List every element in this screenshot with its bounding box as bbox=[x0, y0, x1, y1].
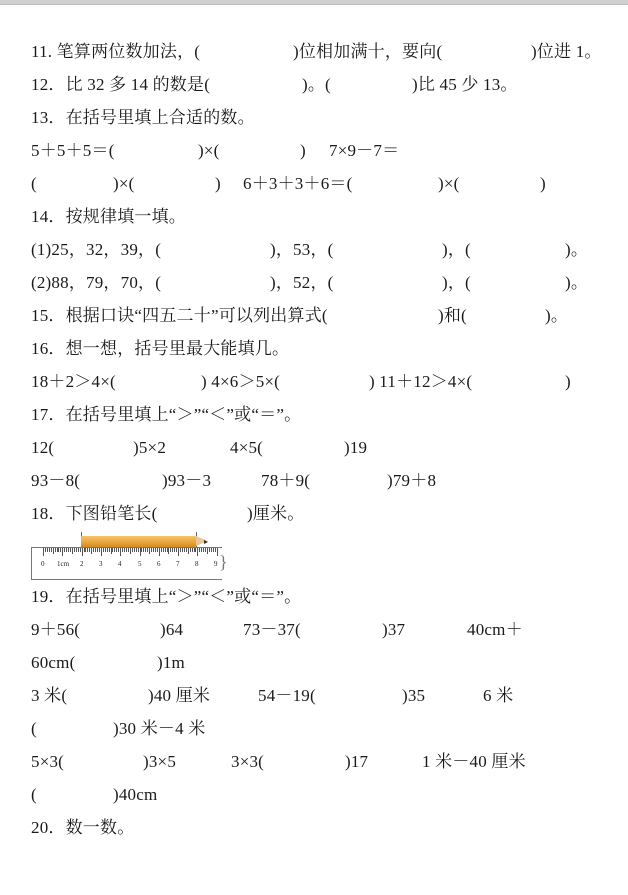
q17-r2-c: 78＋9( bbox=[261, 471, 311, 490]
q12-text-a: 12．比 32 多 14 的数是( bbox=[31, 75, 211, 94]
ruler bbox=[31, 547, 222, 580]
ruler-tick bbox=[76, 548, 77, 552]
q19-r5-b: )3×5 bbox=[143, 752, 177, 771]
ruler-tick bbox=[105, 548, 106, 552]
q17-r1-c: 4×5( bbox=[230, 438, 264, 457]
q13-r1-a: 5＋5＋5＝( bbox=[31, 141, 115, 160]
q13-r2-d: 6＋3＋3＋6＝( bbox=[243, 174, 353, 193]
ruler-tick bbox=[147, 548, 148, 552]
ruler-tick bbox=[134, 548, 135, 552]
ruler-tick bbox=[43, 548, 44, 556]
ruler-tick bbox=[112, 548, 113, 552]
q14-r1-b: )，53，( bbox=[270, 240, 334, 259]
ruler-tick bbox=[66, 548, 67, 552]
ruler-tick bbox=[182, 548, 183, 552]
pencil-icon bbox=[81, 536, 196, 547]
ruler-tick bbox=[111, 548, 112, 554]
question-17-title bbox=[31, 404, 302, 426]
q19-r6-a: ( bbox=[31, 785, 37, 804]
ruler-tick bbox=[99, 548, 100, 552]
q14-r2-d: )。 bbox=[565, 273, 589, 292]
question-15 bbox=[31, 305, 569, 327]
q14-r1-d: )。 bbox=[565, 240, 589, 259]
ruler-label-0: 0 bbox=[41, 560, 45, 568]
q12-text-c: )比 45 少 13。 bbox=[412, 75, 518, 94]
ruler-tick bbox=[87, 548, 88, 552]
ruler-tick bbox=[168, 548, 169, 554]
question-19-row3 bbox=[31, 685, 514, 707]
q14-r2-c: )，( bbox=[442, 273, 471, 292]
ruler-tick bbox=[45, 548, 46, 552]
q19-r1-e: 40cm＋ bbox=[467, 620, 523, 639]
ruler-tick bbox=[107, 548, 108, 552]
ruler-tick bbox=[178, 548, 179, 556]
question-19-row4 bbox=[31, 718, 206, 740]
ruler-tick bbox=[138, 548, 139, 552]
ruler-tick bbox=[143, 548, 144, 552]
q19-r1-a: 9＋56( bbox=[31, 620, 81, 639]
q19-r5-a: 5×3( bbox=[31, 752, 65, 771]
question-13-row2 bbox=[31, 173, 546, 195]
ruler-tick bbox=[109, 548, 110, 552]
ruler-label-4: 4 bbox=[118, 560, 122, 568]
ruler-tick bbox=[49, 548, 50, 552]
ruler-tick bbox=[72, 548, 73, 554]
ruler-label-7: 7 bbox=[176, 560, 180, 568]
ruler-tick bbox=[213, 548, 214, 552]
q17-title: 17．在括号里填上“＞”“＜”或“＝”。 bbox=[31, 405, 302, 424]
ruler-tick bbox=[190, 548, 191, 552]
ruler-tick bbox=[57, 548, 58, 552]
ruler-tick bbox=[53, 548, 54, 554]
q19-r2-b: )1m bbox=[157, 653, 185, 672]
question-16-title bbox=[31, 338, 290, 360]
q19-r4-a: ( bbox=[31, 719, 37, 738]
ruler-tick bbox=[159, 548, 160, 556]
ruler-tick bbox=[209, 548, 210, 552]
q19-r3-d: )35 bbox=[402, 686, 426, 705]
ruler-tick bbox=[62, 548, 63, 556]
ruler-tick bbox=[199, 548, 200, 552]
q19-title: 19．在括号里填上“＞”“＜”或“＝”。 bbox=[31, 587, 302, 606]
ruler-tick bbox=[153, 548, 154, 552]
ruler-tick bbox=[60, 548, 61, 552]
ruler-tick bbox=[149, 548, 150, 554]
ruler-label-9: 9 bbox=[214, 560, 218, 568]
ruler-tick bbox=[89, 548, 90, 552]
ruler-tick bbox=[205, 548, 206, 552]
ruler-tick bbox=[101, 548, 102, 556]
ruler-tick bbox=[167, 548, 168, 552]
ruler-tick bbox=[85, 548, 86, 552]
ruler-tick bbox=[217, 548, 218, 556]
ruler-tick bbox=[120, 548, 121, 556]
ruler-tick bbox=[91, 548, 92, 554]
ruler-tick bbox=[118, 548, 119, 552]
q16-r1-b: ) 4×6＞5×( bbox=[201, 372, 281, 391]
ruler-tick bbox=[68, 548, 69, 552]
question-16-row1 bbox=[31, 371, 571, 393]
ruler-tick bbox=[180, 548, 181, 552]
q11-text-b: )位相加满十，要向( bbox=[293, 42, 443, 61]
ruler-tick bbox=[130, 548, 131, 554]
ruler-broken-end: } bbox=[219, 552, 228, 572]
question-19-row6 bbox=[31, 784, 158, 806]
ruler-tick bbox=[186, 548, 187, 552]
ruler-tick bbox=[103, 548, 104, 552]
question-19-row2 bbox=[31, 652, 185, 674]
ruler-tick bbox=[70, 548, 71, 552]
q18-a: 18．下图铅笔长( bbox=[31, 504, 158, 523]
q16-r1-d: ) bbox=[565, 372, 571, 391]
ruler-tick bbox=[128, 548, 129, 552]
ruler-tick bbox=[161, 548, 162, 552]
ruler-label-6: 6 bbox=[157, 560, 161, 568]
ruler-tick bbox=[176, 548, 177, 552]
q13-r1-c: ) bbox=[300, 141, 306, 160]
question-17-row2 bbox=[31, 470, 437, 492]
question-19-title bbox=[31, 586, 302, 608]
q14-r1-a: (1)25，32，39，( bbox=[31, 240, 162, 259]
q19-r3-e: 6 米 bbox=[483, 686, 514, 705]
question-19-row5 bbox=[31, 751, 526, 773]
q13-r1-b: )×( bbox=[198, 141, 220, 160]
q17-r1-d: )19 bbox=[344, 438, 368, 457]
ruler-tick bbox=[58, 548, 59, 552]
ruler-tick bbox=[151, 548, 152, 552]
q19-r2-a: 60cm( bbox=[31, 653, 76, 672]
ruler-label-3: 3 bbox=[99, 560, 103, 568]
q15-c: )。 bbox=[545, 306, 569, 325]
ruler-pencil-figure bbox=[31, 532, 226, 580]
ruler-tick bbox=[155, 548, 156, 552]
q19-r4-b: )30 米－4 米 bbox=[113, 719, 206, 738]
q17-r2-d: )79＋8 bbox=[387, 471, 437, 490]
q16-r1-c: ) 11＋12＞4×( bbox=[369, 372, 473, 391]
q15-a: 15．根据口诀“四五二十”可以列出算式( bbox=[31, 306, 328, 325]
ruler-tick bbox=[74, 548, 75, 552]
question-17-row1 bbox=[31, 437, 368, 459]
ruler-tick bbox=[188, 548, 189, 554]
ruler-tick bbox=[55, 548, 56, 552]
q19-r5-e: 1 米－40 厘米 bbox=[422, 752, 526, 771]
ruler-tick bbox=[215, 548, 216, 552]
ruler-tick bbox=[201, 548, 202, 552]
ruler-tick bbox=[122, 548, 123, 552]
ruler-tick bbox=[51, 548, 52, 552]
q19-r3-c: 54－19( bbox=[258, 686, 316, 705]
ruler-tick bbox=[84, 548, 85, 552]
q19-r1-d: )37 bbox=[382, 620, 406, 639]
q19-r6-b: )40cm bbox=[113, 785, 158, 804]
q11-text-c: )位进 1。 bbox=[531, 42, 602, 61]
ruler-tick bbox=[203, 548, 204, 552]
q13-r2-f: ) bbox=[540, 174, 546, 193]
ruler-tick bbox=[140, 548, 141, 556]
q16-r1-a: 18＋2＞4×( bbox=[31, 372, 116, 391]
q12-text-b: )。( bbox=[302, 75, 331, 94]
ruler-label-8: 8 bbox=[195, 560, 199, 568]
q14-title: 14．按规律填一填。 bbox=[31, 207, 186, 226]
q13-r2-b: )×( bbox=[113, 174, 135, 193]
ruler-tick bbox=[47, 548, 48, 552]
question-14-title bbox=[31, 206, 186, 228]
ruler-tick bbox=[174, 548, 175, 552]
q19-r1-c: 73－37( bbox=[243, 620, 301, 639]
q11-text-a: 11. 笔算两位数加法，( bbox=[31, 42, 201, 61]
ruler-tick bbox=[116, 548, 117, 552]
q13-title: 13．在括号里填上合适的数。 bbox=[31, 108, 255, 127]
ruler-tick bbox=[132, 548, 133, 552]
q19-r3-a: 3 米( bbox=[31, 686, 68, 705]
ruler-tick bbox=[197, 548, 198, 556]
ruler-tick bbox=[93, 548, 94, 552]
question-18 bbox=[31, 503, 305, 525]
ruler-tick bbox=[163, 548, 164, 552]
ruler-tick bbox=[165, 548, 166, 552]
question-13-title bbox=[31, 107, 255, 129]
ruler-tick bbox=[195, 548, 196, 552]
question-13-row1 bbox=[31, 140, 400, 162]
ruler-tick bbox=[97, 548, 98, 552]
question-11 bbox=[31, 41, 602, 63]
ruler-tick bbox=[192, 548, 193, 552]
q17-r2-b: )93－3 bbox=[162, 471, 212, 490]
question-19-row1 bbox=[31, 619, 523, 641]
ruler-tick bbox=[172, 548, 173, 552]
q14-r1-c: )，( bbox=[442, 240, 471, 259]
ruler-tick bbox=[95, 548, 96, 552]
question-12 bbox=[31, 74, 518, 96]
ruler-label-1: 1cm bbox=[57, 560, 70, 568]
ruler-tick bbox=[184, 548, 185, 552]
ruler-tick bbox=[170, 548, 171, 552]
ruler-tick bbox=[207, 548, 208, 554]
ruler-tick bbox=[141, 548, 142, 552]
ruler-tick bbox=[114, 548, 115, 552]
q19-r5-d: )17 bbox=[345, 752, 369, 771]
pencil-lead-icon bbox=[204, 540, 208, 544]
top-border bbox=[0, 0, 628, 5]
ruler-tick bbox=[157, 548, 158, 552]
question-14-row2 bbox=[31, 272, 589, 294]
q13-r2-e: )×( bbox=[438, 174, 460, 193]
q17-r1-a: 12( bbox=[31, 438, 55, 457]
q14-r2-a: (2)88，79，70，( bbox=[31, 273, 162, 292]
q19-r3-b: )40 厘米 bbox=[148, 686, 211, 705]
ruler-tick bbox=[124, 548, 125, 552]
q15-b: )和( bbox=[438, 306, 467, 325]
q20-title: 20．数一数。 bbox=[31, 818, 135, 837]
ruler-tick bbox=[126, 548, 127, 552]
q14-r2-b: )，52，( bbox=[270, 273, 334, 292]
question-20-title bbox=[31, 817, 135, 839]
q17-r1-b: )5×2 bbox=[133, 438, 167, 457]
ruler-tick bbox=[78, 548, 79, 552]
ruler-tick bbox=[211, 548, 212, 552]
q13-r1-d: 7×9－7＝ bbox=[329, 141, 400, 160]
q19-r5-c: 3×3( bbox=[231, 752, 265, 771]
ruler-tick bbox=[136, 548, 137, 552]
q16-title: 16．想一想，括号里最大能填几。 bbox=[31, 339, 290, 358]
ruler-label-2: 2 bbox=[80, 560, 84, 568]
q18-b: )厘米。 bbox=[247, 504, 305, 523]
q13-r2-c: ) bbox=[215, 174, 221, 193]
q19-r1-b: )64 bbox=[160, 620, 184, 639]
q13-r2-a: ( bbox=[31, 174, 37, 193]
ruler-tick bbox=[80, 548, 81, 552]
question-14-row1 bbox=[31, 239, 589, 261]
q17-r2-a: 93－8( bbox=[31, 471, 81, 490]
ruler-tick bbox=[194, 548, 195, 552]
ruler-label-5: 5 bbox=[138, 560, 142, 568]
ruler-tick bbox=[82, 548, 83, 556]
ruler-tick bbox=[64, 548, 65, 552]
ruler-tick bbox=[145, 548, 146, 552]
